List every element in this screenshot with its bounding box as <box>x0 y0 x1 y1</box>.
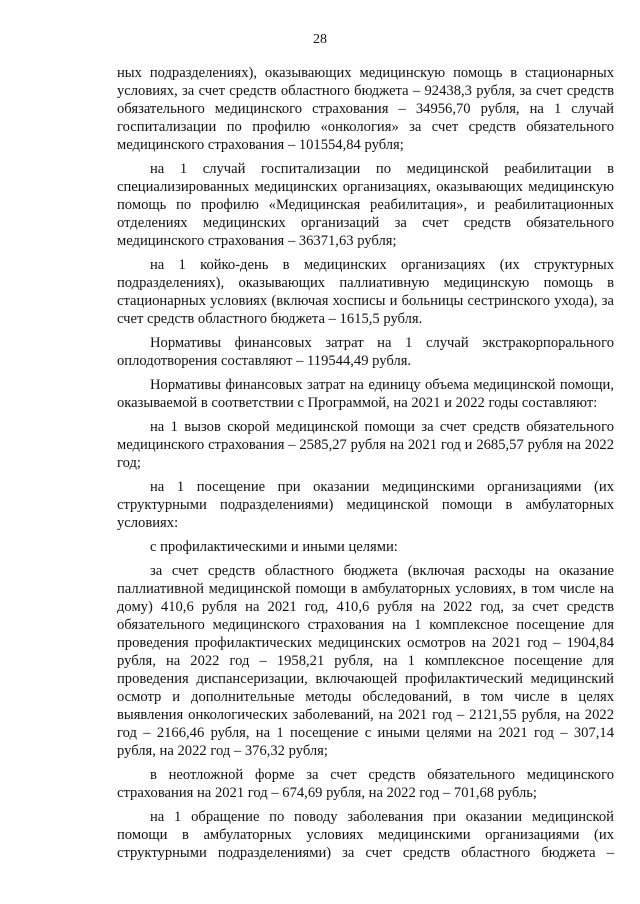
paragraph-4: Нормативы финансовых затрат на 1 случай экстракорпорального оплодотворения составляют – 119544,49 рубля. <box>117 335 614 369</box>
paragraph-1: ных подразделениях), оказывающих медицинскую помощь в стационарных условиях, за счет средств областного бюджета – 92438,3 рубля, за счет средств обязательного медицинского страхования – 34956,70 рубля, на 1 случай госпитализации по профилю «онкология» за счет средств обязательного медицинского страхования – 101554,84 рубля; <box>117 65 614 153</box>
paragraph-9: за счет средств областного бюджета (включая расходы на оказание паллиативной медицинской помощи в амбулаторных условиях, в том числе на дому) 410,6 рубля на 2021 год, 410,6 рубля на 2022 год, за счет средств обязательного медицинского страхования на 1 комплексное посещение для проведения профилактических медицинских осмотров на 2021 год – 1904,84 рубля, на 2022 год – 1958,21 рубля, на 1 комплексное посещение для проведения диспансеризации, включающей профилактический медицинский осмотр и дополнительные методы обследований, в том числе в целях выявления онкологических заболеваний, на 2021 год – 2121,55 рубля, на 2022 год – 2166,46 рубля, на 1 посещение с иными целями на 2021 год – 307,14 рубля, на 2022 год – 376,32 рубля; <box>117 563 614 759</box>
paragraph-8: с профилактическими и иными целями: <box>150 539 398 555</box>
paragraph-7: на 1 посещение при оказании медицинскими организациями (их структурными подразделениями) медицинской помощи в амбулаторных условиях: <box>117 479 614 531</box>
paragraph-5: Нормативы финансовых затрат на единицу объема медицинской помощи, оказываемой в соответствии с Программой, на 2021 и 2022 годы составляют: <box>117 377 614 411</box>
paragraph-2: на 1 случай госпитализации по медицинской реабилитации в специализированных медицинских организациях, оказывающих медицинскую помощь по профилю «Медицинская реабилитация», и реабилитационных отделениях медицинских организаций за счет средств обязательного медицинского страхования – 36371,63 рубля; <box>117 161 614 249</box>
paragraph-6: на 1 вызов скорой медицинской помощи за счет средств обязательного медицинского страхования – 2585,27 рубля на 2021 год и 2685,57 рубля на 2022 год; <box>117 419 614 471</box>
document-body <box>117 64 614 868</box>
page-number: 28 <box>313 32 327 47</box>
paragraph-3: на 1 койко-день в медицинских организациях (их структурных подразделениях), оказывающих паллиативную медицинскую помощь в стационарных условиях (включая хосписы и больницы сестринского ухода), за счет средств областного бюджета – 1615,5 рубля. <box>117 257 614 327</box>
paragraph-11: на 1 обращение по поводу заболевания при оказании медицинской помощи в амбулаторных условиях медицинскими организациями (их структурными подразделениями) за счет средств областного бюджета – <box>117 809 614 861</box>
paragraph-10: в неотложной форме за счет средств обязательного медицинского страхования на 2021 год – 674,69 рубля, на 2022 год – 701,68 рубль; <box>117 767 614 801</box>
